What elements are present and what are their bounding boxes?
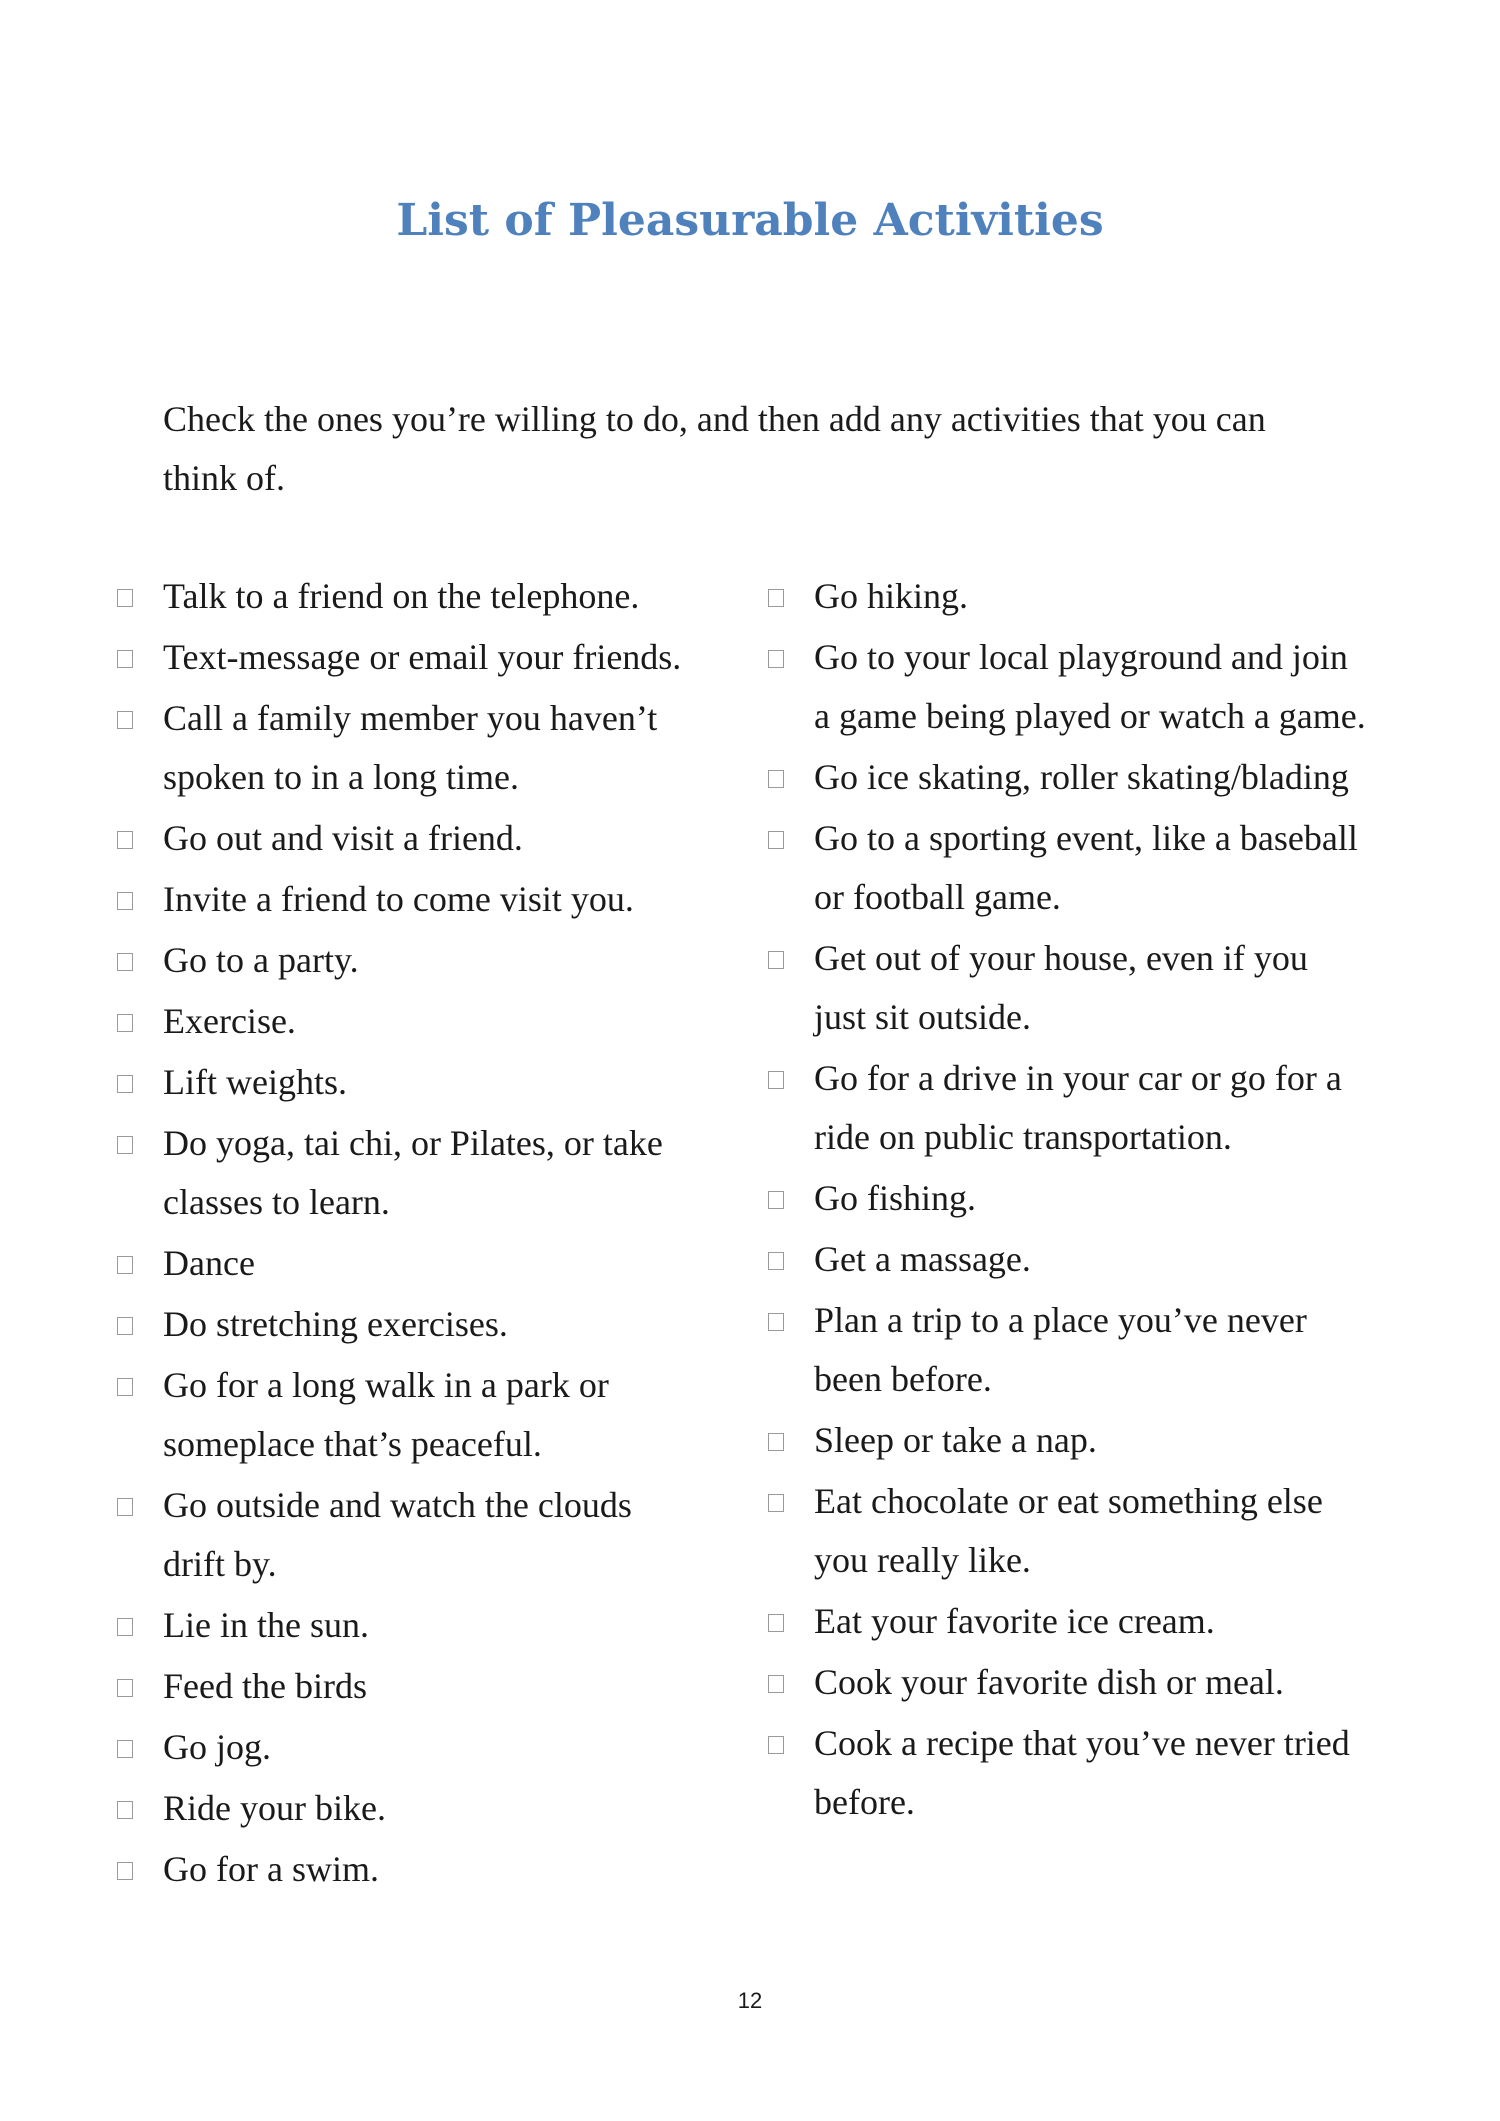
checkbox[interactable] bbox=[117, 831, 133, 849]
checkbox[interactable] bbox=[117, 1801, 133, 1819]
checkbox[interactable] bbox=[117, 650, 133, 668]
item-label: Go to a party. bbox=[163, 940, 359, 980]
checkbox[interactable] bbox=[117, 1740, 133, 1758]
item-label: Feed the birds bbox=[163, 1666, 367, 1706]
checkbox[interactable] bbox=[768, 951, 784, 969]
item-label: Do yoga, tai chi, or Pilates, or take classes to learn. bbox=[163, 1123, 663, 1222]
item-label: Cook your favorite dish or meal. bbox=[814, 1662, 1284, 1702]
list-item bbox=[768, 1291, 1368, 1409]
checkbox[interactable] bbox=[768, 589, 784, 607]
item-label: Lift weights. bbox=[163, 1062, 347, 1102]
list-item bbox=[768, 1653, 1368, 1712]
list-item bbox=[117, 689, 697, 807]
checkbox[interactable] bbox=[768, 1494, 784, 1512]
checkbox[interactable] bbox=[768, 650, 784, 668]
list-item bbox=[117, 931, 697, 990]
checkbox[interactable] bbox=[117, 1014, 133, 1032]
item-label: Go out and visit a friend. bbox=[163, 818, 523, 858]
list-item bbox=[768, 748, 1368, 807]
list-item bbox=[117, 809, 697, 868]
list-item bbox=[768, 1472, 1368, 1590]
item-label: Dance bbox=[163, 1243, 255, 1283]
item-label: Go hiking. bbox=[814, 576, 969, 616]
list-item bbox=[117, 870, 697, 929]
list-item bbox=[768, 1169, 1368, 1228]
item-label: Lie in the sun. bbox=[163, 1605, 369, 1645]
item-label: Ride your bike. bbox=[163, 1788, 386, 1828]
checkbox[interactable] bbox=[768, 831, 784, 849]
list-item bbox=[117, 1114, 697, 1232]
list-item bbox=[117, 1476, 697, 1594]
checkbox[interactable] bbox=[117, 1075, 133, 1093]
list-item bbox=[117, 1596, 697, 1655]
item-label: Eat your favorite ice cream. bbox=[814, 1601, 1215, 1641]
list-item bbox=[768, 1230, 1368, 1289]
item-label: Cook a recipe that you’ve never tried before. bbox=[814, 1723, 1350, 1822]
item-label: Go to your local playground and join a game being played or watch a game. bbox=[814, 637, 1366, 736]
item-label: Do stretching exercises. bbox=[163, 1304, 508, 1344]
item-label: Plan a trip to a place you’ve never been before. bbox=[814, 1300, 1307, 1399]
item-label: Go for a drive in your car or go for a ride on public transportation. bbox=[814, 1058, 1342, 1157]
intro-text: Check the ones you’re willing to do, and then add any activities that you can think of. bbox=[163, 399, 1266, 498]
item-label: Talk to a friend on the telephone. bbox=[163, 576, 640, 616]
checkbox[interactable] bbox=[768, 1071, 784, 1089]
item-label: Call a family member you haven’t spoken to in a long time. bbox=[163, 698, 658, 797]
checkbox[interactable] bbox=[768, 770, 784, 788]
list-item bbox=[768, 567, 1368, 626]
list-item bbox=[117, 1657, 697, 1716]
checkbox[interactable] bbox=[117, 711, 133, 729]
left-activity-list bbox=[117, 567, 697, 1901]
checkbox[interactable] bbox=[117, 1679, 133, 1697]
list-item bbox=[768, 1592, 1368, 1651]
checkbox[interactable] bbox=[117, 1256, 133, 1274]
item-label: Go for a long walk in a park or someplace that’s peaceful. bbox=[163, 1365, 609, 1464]
item-label: Exercise. bbox=[163, 1001, 296, 1041]
item-label: Sleep or take a nap. bbox=[814, 1420, 1097, 1460]
checkbox[interactable] bbox=[117, 1862, 133, 1880]
item-label: Invite a friend to come visit you. bbox=[163, 879, 634, 919]
list-item bbox=[768, 929, 1368, 1047]
checkbox[interactable] bbox=[768, 1614, 784, 1632]
right-activity-list bbox=[768, 567, 1368, 1834]
checkbox[interactable] bbox=[117, 1378, 133, 1396]
list-item bbox=[117, 1356, 697, 1474]
list-item bbox=[117, 1295, 697, 1354]
list-item bbox=[117, 567, 697, 626]
item-label: Go to a sporting event, like a baseball or football game. bbox=[814, 818, 1358, 917]
checkbox[interactable] bbox=[117, 953, 133, 971]
list-item bbox=[768, 628, 1368, 746]
item-label: Eat chocolate or eat something else you really like. bbox=[814, 1481, 1323, 1580]
checkbox[interactable] bbox=[768, 1313, 784, 1331]
list-item bbox=[768, 809, 1368, 927]
item-label: Go for a swim. bbox=[163, 1849, 379, 1889]
checkbox[interactable] bbox=[117, 1136, 133, 1154]
list-item bbox=[768, 1049, 1368, 1167]
list-item bbox=[117, 992, 697, 1051]
checkbox[interactable] bbox=[117, 1317, 133, 1335]
page-number: 12 bbox=[737, 1988, 763, 2013]
list-item bbox=[117, 1053, 697, 1112]
checkbox[interactable] bbox=[768, 1675, 784, 1693]
list-item bbox=[117, 1718, 697, 1777]
checkbox[interactable] bbox=[117, 1498, 133, 1516]
list-item bbox=[117, 1840, 697, 1899]
list-item bbox=[768, 1411, 1368, 1470]
list-item bbox=[117, 628, 697, 687]
list-item bbox=[117, 1234, 697, 1293]
item-label: Go jog. bbox=[163, 1727, 271, 1767]
item-label: Go fishing. bbox=[814, 1178, 976, 1218]
item-label: Go outside and watch the clouds drift by. bbox=[163, 1485, 632, 1584]
checkbox[interactable] bbox=[768, 1433, 784, 1451]
checkbox[interactable] bbox=[768, 1252, 784, 1270]
list-item bbox=[768, 1714, 1368, 1832]
checkbox[interactable] bbox=[117, 892, 133, 910]
item-label: Get out of your house, even if you just sit outside. bbox=[814, 938, 1308, 1037]
checkbox[interactable] bbox=[117, 589, 133, 607]
item-label: Text-message or email your friends. bbox=[163, 637, 682, 677]
list-item bbox=[117, 1779, 697, 1838]
page-title: List of Pleasurable Activities bbox=[396, 195, 1104, 246]
checkbox[interactable] bbox=[768, 1736, 784, 1754]
checkbox[interactable] bbox=[117, 1618, 133, 1636]
item-label: Go ice skating, roller skating/blading bbox=[814, 757, 1349, 797]
item-label: Get a massage. bbox=[814, 1239, 1031, 1279]
checkbox[interactable] bbox=[768, 1191, 784, 1209]
